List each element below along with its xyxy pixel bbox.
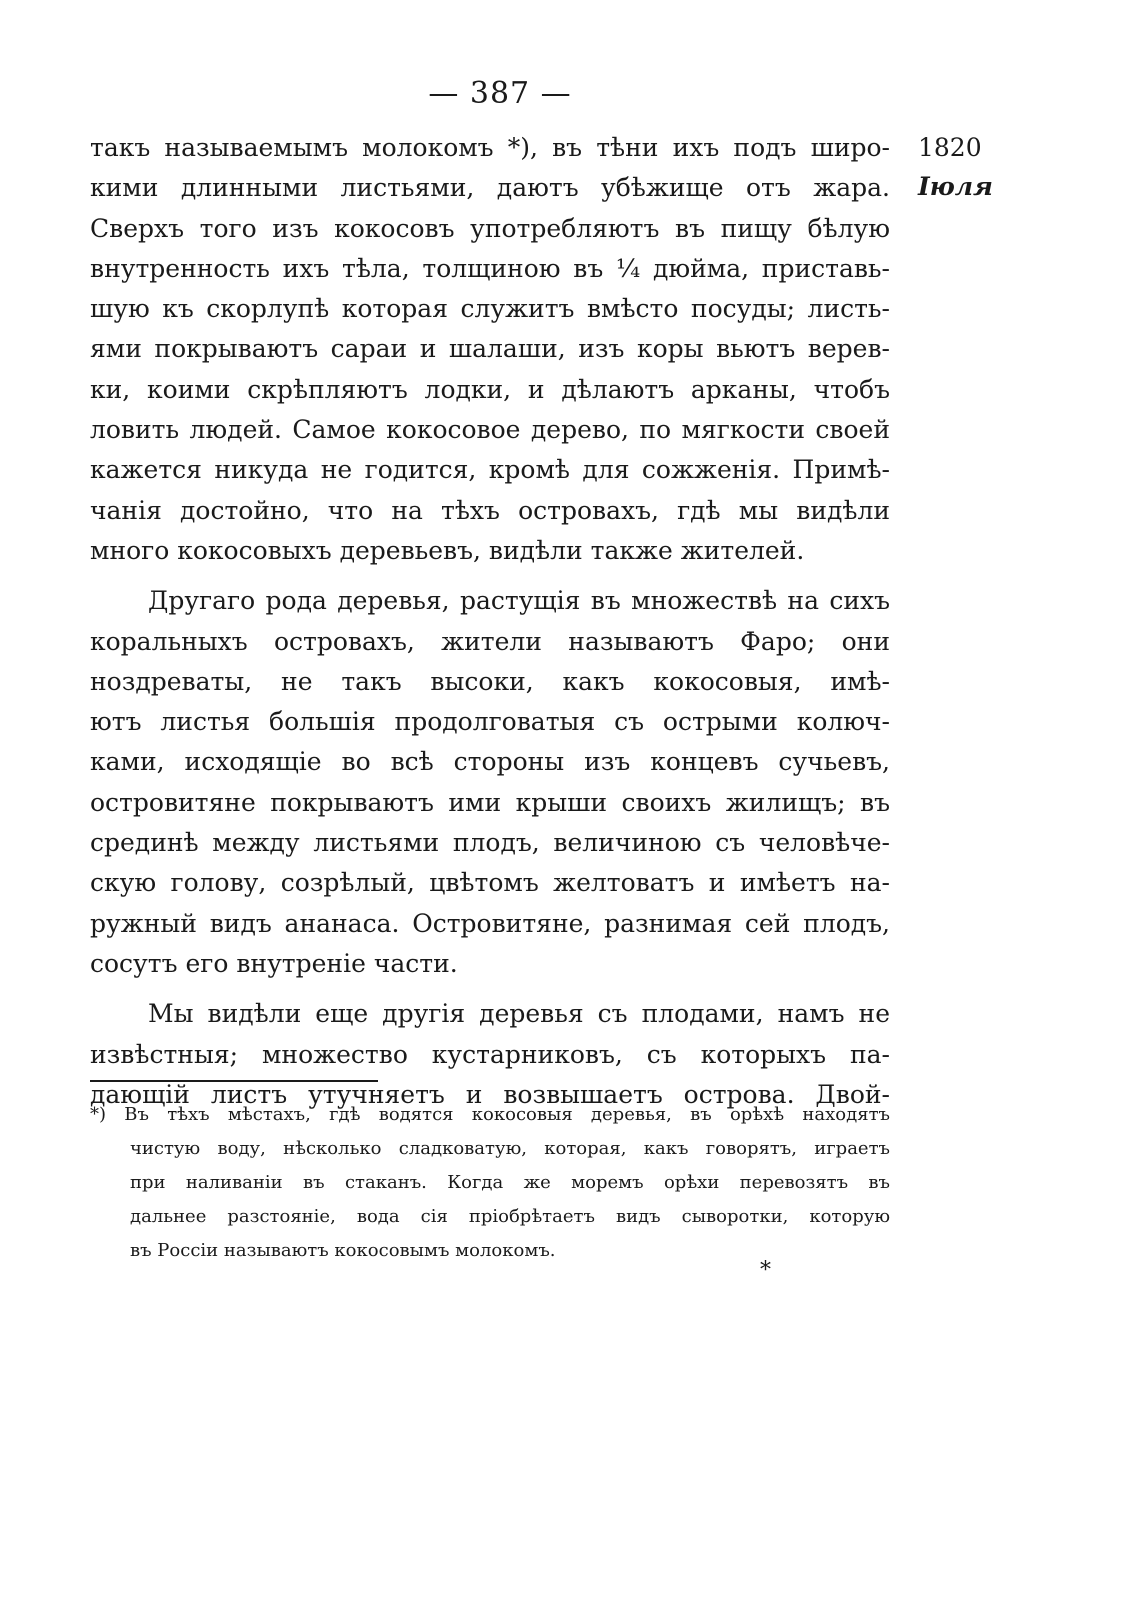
body-line: кими длинными листьями, даютъ убѣжище отъ жара.: [90, 173, 890, 203]
footnote-line: дальнее разстояніе, вода сія пріобрѣтаетъ видъ сыворотки, которую: [130, 1206, 890, 1227]
body-line: чанія достойно, что на тѣхъ островахъ, гдѣ мы видѣли: [90, 495, 890, 525]
body-line: ями покрываютъ сараи и шалаши, изъ коры вьютъ верев-: [90, 334, 890, 364]
body-line: дающій листъ утучняетъ и возвышаетъ острова. Двой-: [90, 1079, 890, 1109]
body-line: коральныхъ островахъ, жители называютъ Фаро; они: [90, 626, 890, 656]
margin-year: 1820: [918, 133, 982, 162]
footnote-rule: [90, 1080, 378, 1082]
body-line: кажется никуда не годится, кромѣ для сожженія. Примѣ-: [90, 455, 890, 485]
body-line: срединѣ между листьями плодъ, величиною съ человѣче-: [90, 828, 890, 858]
body-text: [90, 128, 890, 1115]
body-line: Другаго рода деревья, растущія въ множествѣ на сихъ: [148, 586, 890, 616]
body-line: ками, исходящіе во всѣ стороны изъ концевъ сучьевъ,: [90, 747, 890, 777]
page-number: — 387 —: [428, 76, 572, 111]
asterisk-mark: *: [760, 1258, 771, 1283]
body-line: ютъ листья большія продолговатыя съ острыми колюч-: [90, 707, 890, 737]
footnote-line: при наливаніи въ стаканъ. Когда же моремъ орѣхи перевозятъ въ: [130, 1172, 890, 1193]
body-line: сосутъ его внутреніе части.: [90, 948, 458, 978]
body-line: скую голову, созрѣлый, цвѣтомъ желтоватъ и имѣетъ на-: [90, 868, 890, 898]
body-line: шую къ скорлупѣ которая служитъ вмѣсто посуды; листь-: [90, 294, 890, 324]
body-line: Мы видѣли еще другія деревья съ плодами, намъ не: [148, 999, 890, 1029]
body-line: такъ называемымъ молокомъ *), въ тѣни ихъ подъ широ-: [90, 133, 890, 162]
footnote-line: чистую воду, нѣсколько сладковатую, которая, какъ говорятъ, играетъ: [130, 1138, 890, 1159]
body-line: ловить людей. Самое кокосовое дерево, по мягкости своей: [90, 415, 890, 445]
margin-month: Іюля: [918, 172, 993, 201]
body-line: внутренность ихъ тѣла, толщиною въ ¼ дюйма, приставь-: [90, 253, 890, 283]
footnote-line: въ Россіи называютъ кокосовымъ молокомъ.: [130, 1240, 556, 1261]
body-line: ружный видъ ананаса. Островитяне, разнимая сей плодъ,: [90, 908, 890, 938]
footnote-line: *) Въ тѣхъ мѣстахъ, гдѣ водятся кокосовыя деревья, въ орѣхѣ находятъ: [90, 1104, 890, 1125]
body-line: много кокосовыхъ деревьевъ, видѣли также жителей.: [90, 535, 805, 565]
footnote: [90, 1098, 890, 1268]
body-line: извѣстныя; множество кустарниковъ, съ которыхъ па-: [90, 1039, 890, 1069]
body-line: островитяне покрываютъ ими крыши своихъ жилищъ; въ: [90, 787, 890, 817]
body-line: ки, коими скрѣпляютъ лодки, и дѣлаютъ арканы, чтобъ: [90, 374, 890, 404]
body-line: Сверхъ того изъ кокосовъ употребляютъ въ пищу бѣлую: [90, 213, 890, 243]
body-line: ноздреваты, не такъ высоки, какъ кокосовыя, имѣ-: [90, 666, 890, 696]
